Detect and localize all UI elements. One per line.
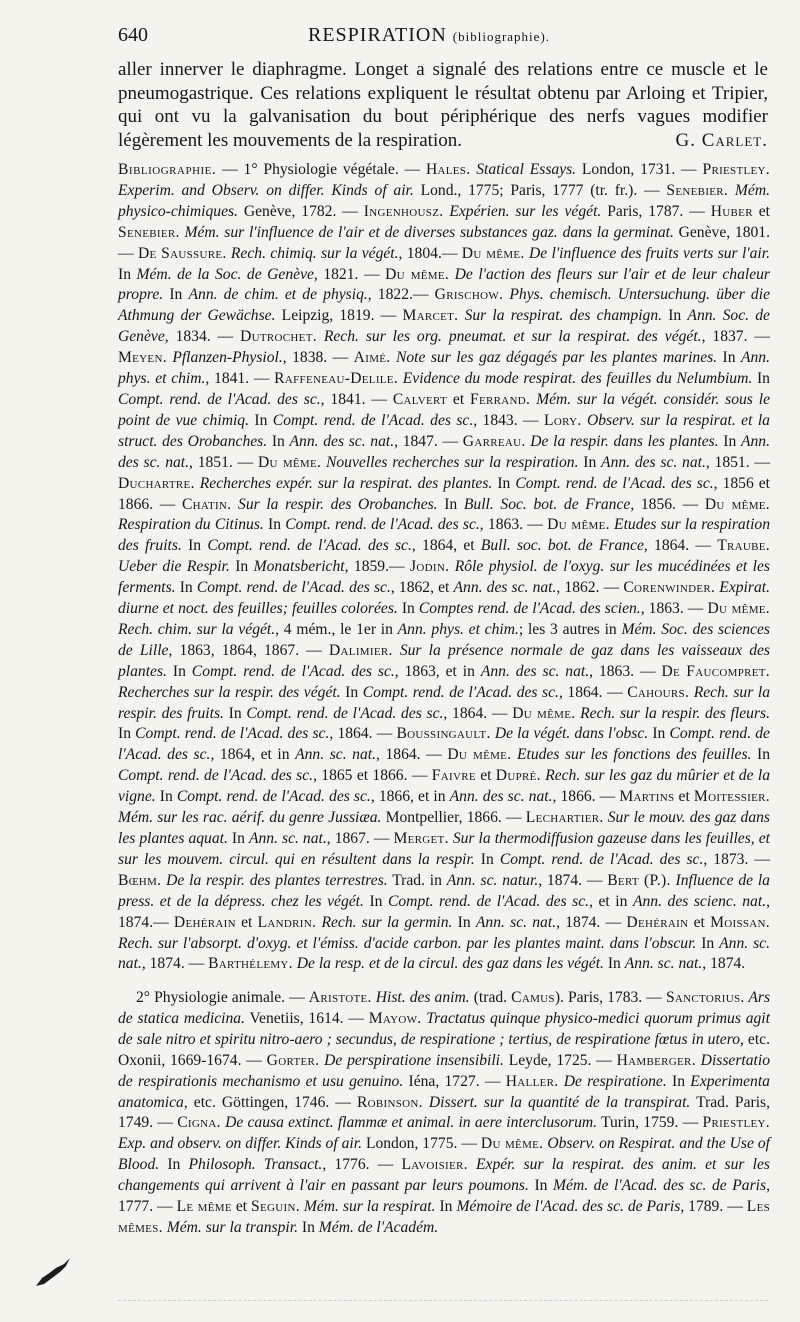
- reference-title: Mém. sur la respirat.: [299, 1198, 436, 1216]
- reference-text: In: [397, 600, 419, 618]
- reference-text: In: [340, 683, 363, 701]
- reference-author: Hales.: [425, 161, 471, 178]
- reference-title: Ars de statica medicina.: [118, 989, 771, 1027]
- reference-title: Mémoire de l'Acad. des sc. de Paris: [456, 1198, 681, 1216]
- page-header: [118, 24, 768, 50]
- reference-title: De l'action des fleurs sur l'air et de leur chaleur propre.: [118, 265, 770, 304]
- reference-title: Rech. sur les org. pneumat. et sur la respirat. des végét.: [316, 328, 702, 346]
- reference-author: Dupré.: [495, 767, 541, 785]
- ink-mark-icon: [34, 1228, 94, 1288]
- reference-title: Rech. sur l'absorpt. d'oxyg. et l'émiss. d'acide carbon. par les plantes maint. dans l'obscur.: [118, 934, 697, 952]
- reference-text: Iéna, 1727. —: [403, 1072, 506, 1090]
- reference-text: , 1838. —: [282, 349, 354, 367]
- reference-text: In: [229, 558, 254, 576]
- reference-text: In: [227, 830, 249, 847]
- reference-title: Ann. sc. nat.: [248, 830, 327, 847]
- reference-author: Merget.: [393, 830, 449, 847]
- reference-text: Lond., 1775; Paris, 1777 (tr. fr.). —: [413, 181, 667, 199]
- reference-text: , 1864, et: [411, 537, 481, 555]
- reference-title: Compt. rend. de l'Acad. des sc.: [499, 850, 704, 868]
- reference-author: Sanctorius.: [665, 989, 745, 1006]
- reference-title: Etudes sur la respiration des fruits.: [118, 516, 770, 555]
- reference-title: Rech. chimiq. sur la végét.: [226, 244, 399, 262]
- reference-text: In: [717, 349, 741, 367]
- animal-references: [118, 989, 770, 1236]
- reference-text: , 1865 et 1866. —: [313, 767, 432, 785]
- reference-author: Camus: [511, 989, 555, 1006]
- reference-title: Compt. rend. de l'Acad. des sc.: [285, 516, 480, 534]
- reference-author: Duchartre.: [118, 474, 195, 492]
- reference-title: De la resp. et de la circul. des gaz dans les végét.: [292, 955, 604, 973]
- reference-title: Bull. soc. bot. de France: [480, 537, 644, 555]
- reference-text: In: [603, 955, 625, 973]
- reference-author: Garreau.: [462, 432, 526, 450]
- reference-text: , 1866. —: [552, 788, 620, 806]
- reference-text: ; les 3 autres in: [518, 620, 622, 638]
- reference-title: Rech. sur la respir. des fruits.: [118, 683, 770, 722]
- reference-text: In: [718, 432, 741, 450]
- reference-text: , 1856. —: [630, 495, 705, 513]
- reference-title: Ann. des scienc. nat.: [632, 892, 767, 910]
- reference-title: Experimenta anatomica: [118, 1072, 770, 1111]
- reference-text: In: [648, 725, 670, 743]
- reference-author: Senebier.: [666, 181, 729, 199]
- reference-title: Compt. rend. de l'Acad. des sc.: [176, 788, 371, 806]
- reference-title: Ann. des sc. nat.: [601, 453, 706, 471]
- reference-title: Ann. sc. nat.: [624, 955, 703, 973]
- reference-text: Paris, 1787. —: [601, 202, 711, 220]
- reference-text: , 1863. —: [640, 600, 708, 618]
- reference-author: Priestley.: [702, 161, 770, 178]
- page-bottom-edge: [118, 1300, 768, 1303]
- reference-title: Compt. rend. de l'Acad. des sc.: [118, 725, 770, 764]
- reference-text: , 1804.—: [398, 244, 462, 262]
- reference-title: Ann. des sc. nat.: [453, 579, 557, 597]
- reference-author: Lory.: [544, 411, 582, 429]
- reference-title: De respiratione.: [558, 1072, 667, 1090]
- reference-text: , 1851. —: [705, 453, 770, 471]
- reference-text: , 1843. —: [473, 411, 545, 429]
- reference-text: In: [248, 411, 273, 429]
- reference-text: , etc. Göttingen, 1746. —: [183, 1093, 357, 1111]
- reference-author: Les mêmes.: [118, 1198, 771, 1236]
- reference-title: Influence de la press. et de la dépress. chez les végét.: [118, 871, 770, 910]
- reference-author: Du même.: [707, 600, 770, 618]
- reference-author: Haller.: [505, 1072, 559, 1090]
- reference-title: Statical Essays.: [470, 161, 577, 178]
- reference-text: In: [474, 850, 500, 868]
- bibliography-animal: [118, 988, 770, 1239]
- reference-text: , 1862, et: [390, 579, 454, 597]
- reference-text: In: [298, 1218, 319, 1236]
- reference-text: In: [662, 307, 688, 325]
- reference-text: In: [751, 746, 771, 764]
- reference-title: Ann. sc. natur.: [446, 871, 539, 889]
- reference-text: In: [435, 1198, 457, 1216]
- reference-text: , 1841. —: [205, 370, 275, 388]
- reference-author: Du même.: [512, 704, 576, 722]
- reference-text: , 1841. —: [320, 390, 393, 408]
- reference-text: Genève, 1782. —: [237, 202, 364, 220]
- reference-title: Sur la respirat. des champign.: [458, 307, 663, 325]
- reference-author: Cigna.: [177, 1114, 221, 1132]
- reference-text: Turin, 1759. —: [597, 1114, 703, 1132]
- reference-text: In: [118, 725, 136, 743]
- reference-text: In: [155, 788, 177, 806]
- reference-title: Evidence du mode respirat. des feuilles du Nelumbium.: [398, 370, 753, 388]
- reference-title: Compt. rend. de l'Acad. des sc.: [118, 767, 314, 785]
- reference-title: Expirat. diurne et noct. des feuilles; feuilles colorées.: [118, 579, 770, 618]
- reference-author: Moitessier.: [693, 788, 770, 806]
- reference-text: , 1862. —: [556, 579, 624, 597]
- reference-author: Du même.: [547, 516, 610, 534]
- reference-title: Mém. sur l'influence de l'air et de diverses substances gaz. dans la germinat.: [179, 223, 674, 241]
- reference-text: , 1874.: [702, 955, 746, 973]
- reference-title: De perspiratione insensibili.: [319, 1051, 504, 1069]
- reference-text: , 1864. —: [376, 746, 448, 764]
- reference-title: Compt. rend. de l'Acad. des sc.: [207, 537, 412, 555]
- reference-text: , 1874. —: [556, 913, 627, 931]
- reference-author: Du même.: [461, 244, 525, 262]
- reference-text: , 1863, 1864, 1867. —: [168, 641, 329, 659]
- reference-author: Jodin.: [410, 558, 450, 576]
- reference-text: (trad.: [469, 989, 512, 1006]
- reference-title: Compt. rend. de l'Acad. des sc.: [135, 725, 330, 743]
- reference-author: Lechartier.: [525, 809, 604, 827]
- reference-text: et: [235, 913, 258, 931]
- reference-author: Aimé.: [353, 349, 391, 367]
- reference-author: Bert (P.).: [607, 871, 671, 889]
- reference-text: In: [437, 495, 464, 513]
- reference-title: Rôle physiol. de l'oxyg. sur les mucédinées et les ferments.: [118, 558, 770, 597]
- reference-author: Robinson.: [356, 1093, 423, 1111]
- reference-author: Du même.: [257, 453, 322, 471]
- reference-text: , et in: [589, 892, 633, 910]
- reference-author: Mayow.: [368, 1009, 422, 1027]
- reference-text: , 1863, et in: [394, 662, 481, 680]
- reference-text: , 1837. —: [701, 328, 770, 346]
- reference-author: Raffeneau-Delile.: [274, 370, 399, 388]
- reference-title: Sur la respir. des Orobanches.: [231, 495, 438, 513]
- reference-text: Leyde, 1725. —: [503, 1051, 617, 1069]
- reference-text: In: [159, 1156, 189, 1174]
- reference-text: Leipzig, 1819. —: [275, 307, 403, 325]
- vegetal-references: [118, 161, 770, 972]
- reference-text: In: [696, 934, 720, 952]
- reference-text: In: [163, 286, 189, 304]
- reference-title: Sur la thermodiffusion gazeuse dans les feuilles, et sur les mouvem. circul. qui en résultent dans la respir.: [118, 830, 770, 868]
- reference-author: Hamberger.: [616, 1051, 696, 1069]
- reference-title: Dissertatio de respirationis mechanismo et usu genuino.: [118, 1051, 770, 1090]
- reference-text: , 1867. —: [326, 830, 394, 847]
- reference-title: Expér. sur la respirat. des anim. et sur les changements qui arrivent à l'air en passant par leurs poumons.: [118, 1156, 770, 1195]
- reference-text: , 1864. —: [558, 683, 628, 701]
- reference-text: In: [263, 516, 286, 534]
- intro-text: aller innerver le diaphragme. Longet a signalé des relations entre ce muscle et le pneumogastrique. Ces relations expliquent le résultat obtenu par Arloing et Tripier, qui ont vu la galvanisation du bout périphérique des nerfs vagues modifier légèrement les mouvements de la respiration.: [118, 59, 768, 151]
- reference-text: , 1834. —: [164, 328, 241, 346]
- reference-title: Mém. de l'Acad. des sc. de Paris: [553, 1177, 767, 1195]
- reference-title: Compt. rend. de l'Acad. des sc.: [118, 390, 321, 408]
- intro-paragraph: [118, 58, 768, 152]
- reference-title: Mém. de la Soc. de Genève: [136, 265, 314, 283]
- reference-title: Ueber die Respir.: [118, 558, 230, 576]
- reference-author: Aristote.: [308, 989, 372, 1006]
- reference-title: Ann. sc. nat.: [118, 934, 770, 973]
- reference-title: Pflanzen-Physiol.: [166, 349, 283, 367]
- reference-text: , 1847. —: [394, 432, 463, 450]
- reference-title: Exp. and observ. on differ. Kinds of air.: [118, 1135, 362, 1153]
- reference-text: etc. Oxonii, 1669-1674. —: [118, 1030, 770, 1069]
- reference-author: Martins: [619, 788, 675, 806]
- reference-text: , 1776. —: [322, 1156, 402, 1174]
- reference-text: , 1874. —: [141, 955, 209, 973]
- reference-text: , 1851. —: [189, 453, 258, 471]
- reference-text: In: [118, 265, 137, 283]
- reference-text: et: [231, 1198, 252, 1216]
- reference-text: , 1866, et in: [370, 788, 450, 806]
- reference-title: Compt. rend. de l'Acad. des sc.: [515, 474, 714, 492]
- reference-author: Moissan.: [710, 913, 770, 931]
- reference-text: , 4 mém., le 1er in: [275, 620, 398, 638]
- reference-author: Dutrochet.: [240, 328, 317, 346]
- reference-title: Ann. de chim. et de physiq.: [188, 286, 368, 304]
- reference-text: In: [267, 432, 290, 450]
- running-head-subtitle: (bibliographie).: [452, 29, 551, 44]
- reference-author: Lavoisier.: [401, 1156, 468, 1174]
- reference-text: Trad. in: [387, 871, 447, 889]
- reference-title: Phys. chemisch. Untersuchung. über die Athmung der Gewächse.: [118, 286, 770, 325]
- reference-text: London, 1775. —: [361, 1135, 481, 1153]
- reference-author: Ingenhousz.: [363, 202, 444, 220]
- reference-text: In: [181, 537, 208, 555]
- reference-author: Barthélemy.: [208, 955, 293, 973]
- reference-text: Venetiis, 1614. —: [244, 1009, 369, 1027]
- reference-title: Mém. physico-chimiques.: [118, 181, 770, 220]
- reference-text: Montpellier, 1866. —: [381, 809, 526, 827]
- reference-author: Dehérain: [626, 913, 689, 931]
- reference-title: Expérien. sur les végét.: [443, 202, 602, 220]
- reference-title: Sur la présence normale de gaz dans les vaisseaux des plantes.: [118, 641, 770, 680]
- reference-text: , 1789. —: [680, 1198, 747, 1216]
- reference-title: Tractatus quinque physico-medici quorum primus agit de sale nitro et spiritu nitro-aero ; secundus, de respiratione ; tertius, de respiratione fœtus in utero,: [118, 1009, 770, 1048]
- reference-author: Du même.: [447, 746, 512, 764]
- reference-text: , 1863. —: [589, 662, 662, 680]
- bibliography-vegetal: [118, 160, 770, 975]
- reference-title: Philosoph. Transact.: [188, 1156, 323, 1174]
- reference-title: Observ. on Respirat. and the Use of Blood.: [118, 1135, 771, 1174]
- reference-author: Dalimier.: [329, 641, 393, 659]
- reference-title: De l'influence des fruits verts sur l'air.: [524, 244, 770, 262]
- reference-title: Rech. sur les gaz du mûrier et de la vigne.: [118, 767, 770, 806]
- reference-author: Du même.: [480, 1135, 544, 1153]
- reference-text: , 1874. —: [538, 871, 608, 889]
- reference-title: Mém. de l'Académ.: [318, 1218, 439, 1236]
- reference-text: , 1821. —: [313, 265, 386, 283]
- reference-title: Monatsbericht: [253, 558, 345, 576]
- page-number: 640: [118, 24, 148, 46]
- reference-text: In: [166, 662, 192, 680]
- reference-text: In: [578, 453, 602, 471]
- reference-title: Ann. phys. et chim.: [397, 620, 519, 638]
- reference-author: Cahours.: [627, 683, 690, 701]
- reference-title: Ann. des sc. nat.: [480, 662, 590, 680]
- reference-title: Recherches sur la respir. des végét.: [118, 683, 341, 701]
- reference-text: , 1864, et in: [210, 746, 296, 764]
- reference-author: Du même.: [385, 265, 450, 283]
- reference-author: Calvert: [392, 390, 448, 408]
- reference-title: Sur le mouv. des gaz dans les plantes aquat.: [118, 809, 770, 847]
- reference-text: Genève, 1801. —: [118, 223, 770, 262]
- reference-title: Compt. rend. de l'Acad. des sc.: [362, 683, 559, 701]
- reference-title: Mém. sur les rac. aérif. du genre Jussiæa.: [118, 809, 382, 827]
- reference-title: Compt. rend. de l'Acad. des sc.: [246, 704, 444, 722]
- reference-title: De la respir. dans les plantes.: [525, 432, 719, 450]
- reference-author: Landrin.: [257, 913, 317, 931]
- reference-text: , 1856 et 1866. —: [118, 474, 770, 513]
- reference-author: Senebier.: [118, 223, 180, 241]
- reference-title: Comptes rend. de l'Acad. des scien.: [418, 600, 641, 618]
- reference-title: Ann. sc. nat.: [295, 746, 376, 764]
- reference-title: De causa extinct. flammæ et animal. in aere interclusorum.: [220, 1114, 598, 1132]
- reference-author: De Faucompret.: [661, 662, 770, 680]
- reference-text: et: [447, 390, 471, 408]
- reference-title: Ann. Soc. de Genève: [118, 307, 770, 346]
- reference-title: Ann. des sc. nat.: [118, 432, 770, 471]
- reference-title: De la respir. des plantes terrestres.: [161, 871, 388, 889]
- reference-title: Dissert. sur la quantité de la transpirat.: [422, 1093, 691, 1111]
- reference-title: Note sur les gaz dégagés par les plantes marines.: [390, 349, 718, 367]
- reference-author: Gorter.: [266, 1051, 320, 1069]
- reference-title: Compt. rend. de l'Acad. des sc.: [191, 662, 395, 680]
- reference-text: In: [363, 892, 388, 910]
- reference-author: Dehérain: [173, 913, 236, 931]
- reference-text: et: [674, 788, 694, 806]
- reference-title: Compt. rend. de l'Acad. des sc.: [196, 579, 391, 597]
- reference-text: , 1864. —: [443, 704, 513, 722]
- reference-title: Mém. sur la transpir.: [162, 1218, 298, 1236]
- author-signature: G. Carlet.: [675, 129, 768, 151]
- reference-title: Ann. des sc. nat.: [289, 432, 395, 450]
- reference-author: Marcet.: [402, 307, 459, 325]
- reference-author: Meyen.: [118, 349, 167, 367]
- reference-title: Rech. sur la germin.: [316, 913, 453, 931]
- bibliography-label: Bibliographie.: [118, 161, 217, 178]
- reference-author: Corenwinder.: [623, 579, 716, 597]
- reference-title: Recherches expér. sur la respirat. des plantes.: [194, 474, 493, 492]
- reference-author: Grischow.: [434, 286, 504, 304]
- reference-text: , 1822.—: [367, 286, 435, 304]
- reference-author: Traube.: [717, 537, 770, 555]
- reference-text: In: [666, 1072, 691, 1090]
- reference-text: ). Paris, 1783. —: [554, 989, 666, 1006]
- reference-text: In: [452, 913, 476, 931]
- reference-author: Boussingault.: [396, 725, 491, 743]
- reference-title: Ann. sc. nat.: [475, 913, 557, 931]
- reference-text: et: [688, 913, 711, 931]
- reference-title: Ann. phys. et chim.: [118, 349, 770, 388]
- reference-text: In: [752, 370, 770, 388]
- reference-text: , 1874.—: [118, 892, 770, 931]
- reference-title: Ann. des sc. nat.: [449, 788, 553, 806]
- reference-author: De Saussure.: [137, 244, 227, 262]
- reference-author: Priestley.: [702, 1114, 770, 1132]
- reference-author: Chatin.: [181, 495, 232, 513]
- reference-title: Nouvelles recherches sur la respiration.: [321, 453, 579, 471]
- running-head: [308, 24, 550, 47]
- reference-title: Experim. and Observ. on differ. Kinds of air.: [118, 181, 414, 199]
- reference-text: , 1864. —: [643, 537, 718, 555]
- reference-text: et: [475, 767, 496, 785]
- reference-author: Du même.: [704, 495, 770, 513]
- reference-author: Ferrand.: [470, 390, 531, 408]
- reference-title: Hist. des anim.: [371, 989, 470, 1006]
- reference-text: London, 1731. —: [576, 161, 703, 178]
- reference-author: Huber: [710, 202, 753, 220]
- reference-text: Trad. Paris, 1749. —: [118, 1093, 771, 1132]
- reference-title: Mém. sur la végét. considér. sous le point de vue chimiq.: [118, 390, 770, 429]
- reference-text: , 1873. —: [703, 850, 770, 868]
- reference-text: 2° Physiologie animale. —: [136, 989, 309, 1006]
- reference-text: In: [175, 579, 197, 597]
- reference-author: Faivre: [431, 767, 476, 785]
- running-head-title: RESPIRATION: [308, 24, 447, 46]
- reference-author: Seguin.: [251, 1198, 300, 1216]
- reference-text: In: [492, 474, 516, 492]
- reference-title: Rech. sur la respir. des fleurs.: [575, 704, 770, 722]
- reference-title: Rech. chim. sur la végét.: [118, 620, 276, 638]
- reference-title: Respiration du Citinus.: [118, 516, 264, 534]
- reference-text: , 1859.—: [344, 558, 411, 576]
- reference-text: , 1777. —: [118, 1177, 770, 1216]
- reference-text: et: [752, 202, 771, 220]
- reference-title: Observ. sur la respirat. et la struct. des Orobanches.: [118, 411, 770, 450]
- reference-text: — 1° Physiologie végétale. —: [216, 161, 426, 178]
- reference-title: De la végét. dans l'obsc.: [490, 725, 649, 743]
- reference-text: In: [528, 1177, 554, 1195]
- reference-author: Bœhm.: [118, 871, 162, 889]
- reference-text: In: [223, 704, 247, 722]
- reference-title: Mém. Soc. des sciences de Lille: [118, 620, 770, 659]
- reference-text: , 1863. —: [479, 516, 548, 534]
- reference-title: Compt. rend. de l'Acad. des sc.: [272, 411, 474, 429]
- reference-title: Compt. rend. de l'Acad. des sc.: [387, 892, 590, 910]
- reference-title: Etudes sur les fonctions des feuilles.: [511, 746, 752, 764]
- reference-author: Le même: [176, 1198, 232, 1216]
- reference-text: , 1864. —: [329, 725, 397, 743]
- reference-title: Bull. Soc. bot. de France: [463, 495, 631, 513]
